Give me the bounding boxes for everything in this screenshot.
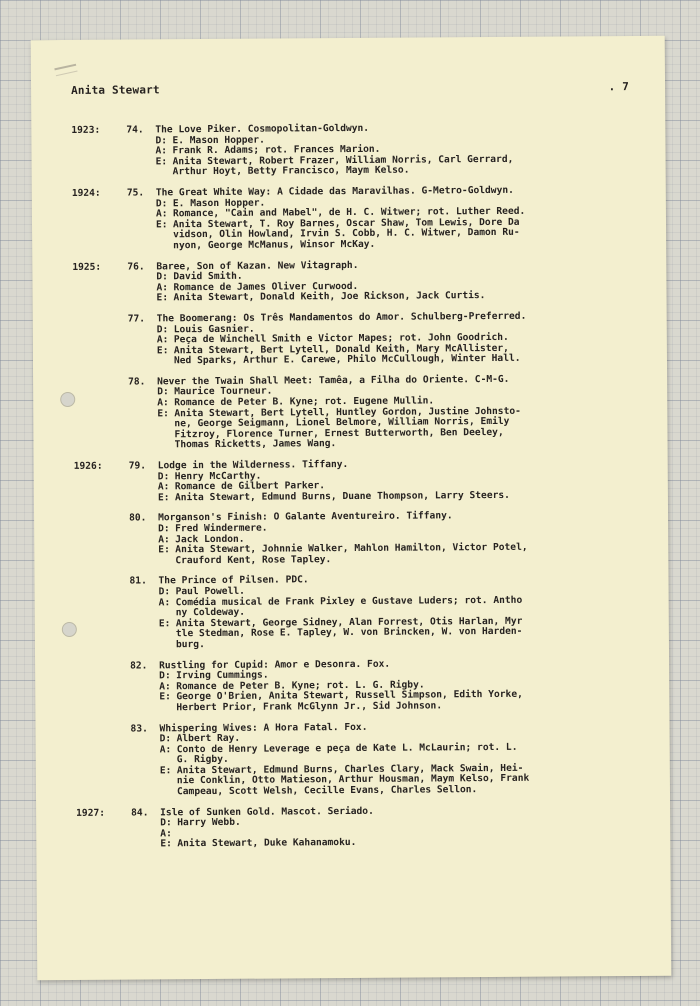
- credit-label: A:: [159, 680, 171, 693]
- credit-text: Conto de Henry Leverage e peça de Kate L. McLaurin; rot. L. G. Rigby.: [176, 741, 518, 766]
- credit-text: Harry Webb.: [177, 817, 241, 829]
- credit-label: D:: [158, 586, 171, 598]
- credit-text: Anita Stewart, Bert Lytell, Huntley Gordon, Justine Johnsto- ne, George Seigmann, Lionel Belmore, William Norris, Emily Fitzroy, Florence Turner, Ernest Butterworth, Ben Deeley, Thomas Ricketts, James Wang.: [174, 405, 521, 451]
- credit-text: Peça de Winchell Smith e Victor Mapes; rot. John Goodrich.: [173, 331, 509, 346]
- credit-text: Henry McCarthy.: [174, 470, 262, 482]
- credit-text: Anita Stewart, T. Roy Barnes, Oscar Shaw, Tom Lewis, Dore Da vidson, Olin Howland, Irvin S. Cobb, H. C. Witwer, Damon Ru- nyon, George McManus, Winsor McKay.: [172, 216, 520, 252]
- credit-text: Anita Stewart, Robert Frazer, William Norris, Carl Gerrard, Arthur Hoyt, Betty Francisco, Maym Kelso.: [172, 153, 514, 178]
- credit-label: E:: [155, 156, 168, 168]
- credit-label: D:: [157, 470, 170, 482]
- credit-label: E:: [157, 407, 169, 420]
- film-title: Whispering Wives: A Hora Fatal. Fox.: [159, 721, 368, 734]
- film-title: Isle of Sunken Gold. Mascot. Seriado.: [160, 805, 374, 818]
- film-entry: [131, 805, 640, 851]
- film-credits: [159, 668, 639, 714]
- staple-mark: [54, 64, 77, 77]
- credit-text: Anita Stewart, Bert Lytell, Donald Keith, Mary McAllister, Ned Sparks, Arthur E. Carewe, Philo McCullough, Winter Hall.: [173, 342, 521, 367]
- film-entry: [126, 122, 635, 179]
- credit-label: A:: [155, 208, 168, 220]
- credit-line: [160, 836, 640, 850]
- film-entry: [131, 720, 641, 798]
- film-credits: [158, 521, 638, 567]
- film-entry: [130, 658, 639, 715]
- credit-text: Romance de Peter B. Kyne; rot. L. G. Rigby.: [176, 679, 425, 692]
- year-group: [72, 259, 637, 452]
- credit-text: Romance de Peter B. Kyne; rot. Eugene Mullin.: [174, 395, 435, 409]
- credit-text: Paul Powell.: [175, 585, 245, 598]
- credit-text: Comédia musical de Frank Pixley e Gustave Luders; rot. Antho ny Coldeway.: [175, 594, 523, 619]
- credit-label: D:: [155, 134, 168, 146]
- credit-label: A:: [160, 828, 172, 840]
- credit-text: Jack London.: [175, 533, 245, 545]
- credit-line: [158, 542, 638, 567]
- film-entry: [129, 573, 639, 651]
- year-label: 1927:: [76, 807, 106, 819]
- film-credits: [157, 384, 637, 451]
- film-title: The Great White Way: A Cidade das Maravilhas. G-Metro-Goldwyn.: [155, 184, 514, 199]
- film-number: 79.: [128, 460, 147, 472]
- credit-label: E:: [155, 219, 168, 231]
- film-title: The Love Piker. Cosmopolitan-Goldwyn.: [155, 122, 370, 136]
- film-entry: [129, 510, 638, 567]
- credit-text: Albert Ray.: [176, 732, 241, 745]
- credit-label: A:: [158, 533, 170, 545]
- credit-label: D:: [160, 817, 172, 829]
- credit-line: [159, 689, 639, 714]
- year-label: 1925:: [72, 261, 102, 273]
- year-group: [76, 805, 640, 851]
- year-group: [74, 458, 640, 799]
- film-number: 77.: [127, 313, 146, 325]
- film-credits: [159, 584, 639, 651]
- credit-label: E:: [157, 492, 170, 504]
- film-credits: [155, 133, 635, 179]
- credit-text: Anita Stewart, Edmund Burns, Duane Thompson, Larry Steers.: [174, 489, 510, 504]
- film-number: 83.: [130, 722, 148, 735]
- film-credits: [156, 196, 636, 252]
- credit-line: [157, 343, 637, 368]
- document-page: [31, 36, 672, 980]
- film-title: Morganson's Finish: O Galante Aventureiro. Tiffany.: [158, 510, 453, 524]
- credit-text: Maurice Tourneur.: [174, 386, 273, 398]
- film-entry: [128, 311, 637, 368]
- credit-label: D:: [159, 670, 171, 682]
- credit-label: A:: [157, 397, 169, 409]
- film-number: 80.: [129, 512, 147, 524]
- film-credits: [158, 469, 638, 504]
- credit-line: [156, 154, 636, 179]
- credit-text: E. Mason Hopper.: [172, 197, 266, 209]
- film-title: Rustling for Cupid: Amor e Desonra. Fox.: [159, 658, 391, 671]
- credit-label: E:: [156, 292, 169, 304]
- page-number: . 7: [608, 80, 630, 94]
- credit-label: D:: [159, 733, 172, 745]
- credit-label: E:: [158, 618, 171, 630]
- credit-label: D:: [158, 523, 170, 535]
- film-title: Baree, Son of Kazan. New Vitagraph.: [156, 259, 359, 272]
- author-name: Anita Stewart: [71, 83, 160, 97]
- credit-line: [157, 406, 637, 452]
- credit-text: Anita Stewart, Johnnie Walker, Mahlon Hamilton, Victor Potel, Crauford Kent, Rose Tapley.: [175, 541, 528, 567]
- film-number: 76.: [127, 260, 145, 273]
- film-credits: [156, 269, 636, 304]
- film-number: 74.: [126, 124, 144, 136]
- film-title: The Prince of Pilsen. PDC.: [158, 574, 309, 587]
- credit-label: A:: [158, 596, 171, 608]
- year-group: [72, 185, 636, 252]
- film-entry: [127, 185, 636, 252]
- credit-line: [158, 490, 638, 504]
- film-title: Lodge in the Wilderness. Tiffany.: [157, 459, 349, 472]
- credit-text: E. Mason Hopper.: [172, 134, 265, 146]
- credit-line: [156, 290, 636, 304]
- credit-text: Irving Cummings.: [176, 669, 269, 682]
- film-number: 81.: [129, 575, 147, 587]
- film-number: 82.: [130, 659, 148, 672]
- credit-text: David Smith.: [173, 270, 243, 283]
- credit-label: E:: [160, 838, 172, 850]
- credit-text: George O'Brien, Anita Stewart, Russell Simpson, Edith Yorke, Herbert Prior, Frank McGlynn Jr., Sid Johnson.: [176, 689, 523, 714]
- credit-line: [160, 763, 640, 798]
- credit-text: Romance de James Oliver Curwood.: [173, 280, 359, 293]
- credit-label: A:: [156, 281, 169, 294]
- credit-label: E:: [158, 544, 170, 556]
- credit-label: A:: [159, 743, 172, 756]
- credit-text: Anita Stewart, George Sidney, Alan Forrest, Otis Harlan, Myr tle Stedman, Rose E. Tapley, W. von Brincken, W. von Harden- burg.: [175, 615, 523, 651]
- page-header: [71, 80, 629, 100]
- year-label: 1926:: [73, 460, 103, 472]
- film-entry: [127, 259, 636, 305]
- film-number: 75.: [126, 187, 145, 199]
- credit-text: Frank R. Adams; rot. Frances Marion.: [172, 143, 381, 157]
- film-number: 78.: [128, 376, 146, 388]
- film-credits: [160, 731, 640, 798]
- credit-label: A:: [155, 145, 168, 157]
- credit-text: Anita Stewart, Duke Kahanamoku.: [177, 837, 357, 850]
- credit-label: D:: [156, 271, 168, 283]
- credit-label: A:: [156, 334, 169, 346]
- credit-label: E:: [159, 765, 172, 777]
- film-title: Never the Twain Shall Meet: Tamêa, a Filha do Oriente. C-M-G.: [157, 373, 510, 388]
- credit-line: [159, 616, 639, 651]
- film-credits: [160, 815, 640, 850]
- credit-label: E:: [159, 691, 171, 703]
- year-label: 1924:: [71, 187, 101, 199]
- filmography-list: [71, 122, 640, 861]
- credit-label: D:: [157, 386, 169, 398]
- film-credits: [157, 322, 637, 368]
- film-title: The Boomerang: Os Três Mandamentos do Amor. Schulberg-Preferred.: [156, 310, 527, 325]
- year-label: 1923:: [71, 124, 101, 136]
- credit-label: A:: [157, 481, 170, 493]
- credit-text: Romance, "Cain and Mabel", de H. C. Witwer; rot. Luther Reed.: [172, 205, 526, 220]
- credit-text: Louis Gasnier.: [173, 323, 255, 335]
- film-entry: [128, 374, 638, 452]
- year-group: [71, 122, 635, 179]
- credit-label: E:: [156, 344, 169, 357]
- credit-text: Anita Stewart, Donald Keith, Joe Rickson, Jack Curtis.: [173, 290, 486, 304]
- credit-label: D:: [156, 323, 169, 335]
- credit-text: Romance de Gilbert Parker.: [174, 480, 326, 493]
- credit-label: D:: [155, 197, 168, 209]
- film-entry: [129, 458, 638, 504]
- credit-line: [156, 217, 636, 252]
- credit-text: Anita Stewart, Edmund Burns, Charles Clary, Mack Swain, Hei- nie Conklin, Otto Matieson, Arthur Housman, Maym Kelso, Frank Campeau, Scott Welsh, Cecille Evans, Charles Sellon.: [176, 762, 530, 798]
- credit-text: Fred Windermere.: [175, 522, 268, 535]
- film-number: 84.: [131, 807, 149, 819]
